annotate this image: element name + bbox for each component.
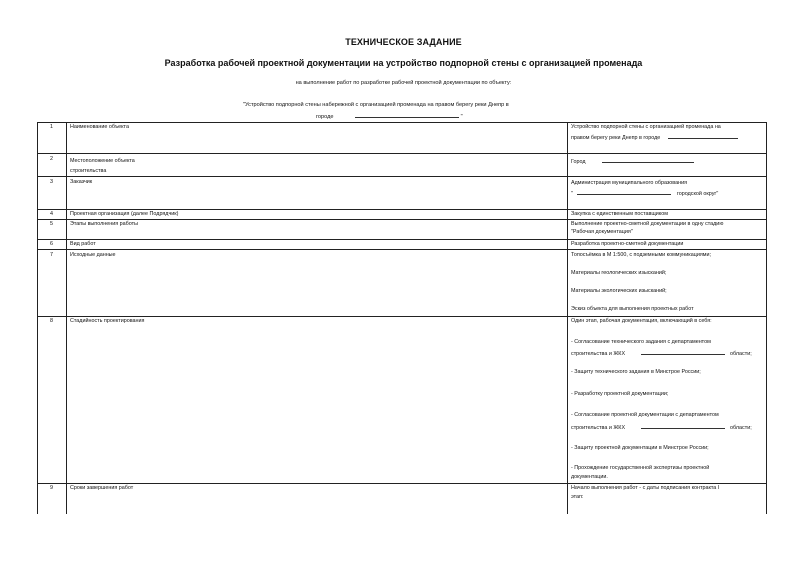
row-5-value-line-1: Выполнение проектно-сметной документации в одну стадию [571,221,724,227]
row-1-value-line-2-text: правом берегу реки Днепр в городе [571,134,661,141]
row-1-value [571,124,763,142]
row-4-value: Закупка с единственным поставщиком [571,211,668,217]
row-7-number: 7 [50,252,53,258]
row-5-number: 5 [50,221,53,227]
row-8-value-line-3-suffix: области; [730,351,752,357]
row-2-city-blank [602,156,694,163]
row-7-value-line-4: Эскиз объекта для выполнения проектных работ [571,306,694,312]
row-2-value-text: Город [571,159,586,165]
row-8-value-line-3 [571,348,761,359]
row-3-district-text: городской округ" [676,191,719,197]
row-3-open-quote: " [571,191,573,197]
object-city-blank [355,111,459,118]
row-6-number: 6 [50,241,53,247]
row-3-district-blank [577,188,671,195]
row-1-label: Наименование объекта [70,124,129,130]
row-6-value: Разработка проектно-сметной документации [571,241,684,247]
row-5-value-line-2: "Рабочая документация" [571,228,633,235]
row-8-region-blank-1 [641,348,725,355]
row-8-label: Стадийность проектирования [70,318,145,324]
row-8-value-line-4: - Защиту технического задания в Минстрое России; [571,369,701,375]
row-8-value-line-10: документации. [571,474,608,480]
row-8-value-line-2: - Согласование технического задания с департаментом [571,339,711,345]
row-3-value-line-2 [571,188,763,199]
object-name [243,100,573,123]
row-8-value-line-7-suffix: области; [730,425,752,431]
object-city-prefix: городе [316,114,334,120]
row-8-region-blank-2 [641,422,725,429]
row-8-number: 8 [50,318,53,324]
row-9-label: Сроки завершения работ [70,485,134,491]
row-7-value-line-1: Топосъёмка в М 1:500, с подземными коммуникациями; [571,252,711,258]
row-3-value-line-1: Администрация муниципального образования [571,180,687,186]
row-5-label: Этапы выполнения работы [70,221,138,227]
row-3-label: Заказчик [70,179,93,185]
object-line-1: "Устройство подпорной стены набережной с организацией променада на правом берегу реки Днепр в [243,102,509,108]
row-8-value-line-3-text: строительства и ЖКХ [571,351,626,357]
row-2-label: Местоположение объекта строительства [70,158,135,174]
row-2-value [571,156,694,167]
intro-text: на выполнение работ по разработке рабочей проектной документации по объекту: [295,80,512,86]
row-8-value-line-8: - Защиту проектной документации в Минстрое России; [571,445,709,451]
row-9-value-line-2: этап: [571,494,584,500]
row-8-value-line-6: - Согласование проектной документации с департаментом [571,412,719,418]
object-closing-quote: " [460,114,463,120]
row-8-value-line-5: - Разработку проектной документации; [571,391,669,397]
row-7-value-line-2: Материалы геологических изысканий; [571,270,667,276]
row-8-value-line-9: - Прохождение государственной экспертизы проектной [571,465,710,471]
row-4-label: Проектная организация (далее Подрядчик) [70,211,179,217]
row-5-value [571,221,723,236]
row-3-value [571,179,763,199]
row-2-number: 2 [50,156,53,162]
row-9-value-line-1: Начало выполнения работ - с даты подписания контракта I [571,485,720,491]
object-line-2 [243,111,573,123]
row-8-value-line-1: Один этап, рабочая документация, включающий в себя: [571,318,712,324]
document-title: ТЕХНИЧЕСКОЕ ЗАДАНИЕ [345,37,462,47]
row-1-value-line-2 [571,132,763,143]
row-9-number: 9 [50,485,53,491]
row-3-number: 3 [50,179,53,185]
row-1-value-line-1: Устройство подпорной стены с организацией променада на [571,124,721,130]
row-8-value-line-7-text: строительства и ЖКХ [571,425,626,431]
row-7-value-line-3: Материалы экологических изысканий; [571,288,667,294]
document-subtitle: Разработка рабочей проектной документации на устройство подпорной стены с организацией променада [164,58,643,68]
row-6-label: Вид работ [70,241,96,247]
row-1-number: 1 [50,124,53,130]
row-1-city-blank [668,132,738,139]
row-8-value-line-7 [571,422,761,433]
row-7-label: Исходные данные [70,252,116,258]
row-4-number: 4 [50,211,53,217]
